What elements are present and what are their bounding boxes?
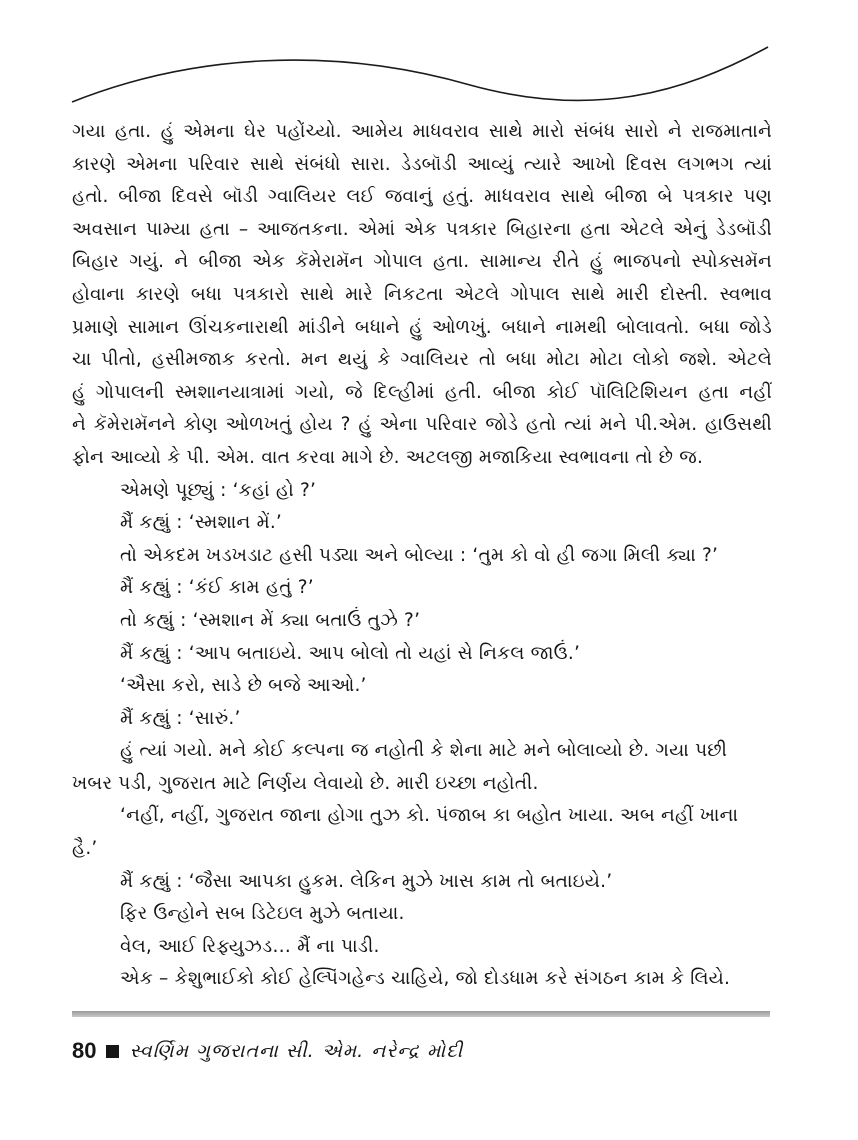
dialogue-line: મૈં કહ્યું : ‘કંઈ કામ હતું ?’ xyxy=(120,577,314,599)
dialogue-line: મૈં કહ્યું : ‘સારું.’ xyxy=(120,707,241,729)
body-line: ફોન આવ્યો કે પી. એમ. વાત કરવા માગે છે. અટલજી મજાકિયા સ્વભાવના તો છે જ. xyxy=(72,446,704,468)
footer-rule xyxy=(72,1011,770,1017)
dialogue-line: એમણે પૂછ્યું : ‘કહાં હો ?’ xyxy=(120,479,317,501)
body-line: એક – કેશુભાઈકો કોઈ હેલ્પિંગહેન્ડ ચાહિયે, જો દોડધામ કરે સંગઠન કામ કે લિયે. xyxy=(120,968,731,990)
body-line: ચા પીતો, હસીમજાક કરતો. મન થયું કે ગ્વાલિયર તો બધા મોટા મોટા લોકો જશે. એટલે xyxy=(72,349,772,371)
body-line: હું ગોપાલની સ્મશાનયાત્રામાં ગયો, જે દિલ્હીમાં હતી. બીજા કોઈ પૉલિટિશિયન હતા નહીં xyxy=(72,381,772,403)
dialogue-line: તો કહ્યું : ‘સ્મશાન મેં ક્યા બતાઉં તુઝે ?’ xyxy=(120,609,421,631)
body-line: બિહાર ગયું. ને બીજા એક કૅમેરામૅન ગોપાલ હતા. સામાન્ય રીતે હું ભાજપનો સ્પોક્સમૅન xyxy=(72,251,772,273)
dialogue-line: તો એકદમ ખડખડાટ હસી પડ્યા અને બોલ્યા : ‘તુમ કો વો હી જગા મિલી ક્યા ?’ xyxy=(120,544,719,566)
dialogue-line: ‘ઐસા કરો, સાડે છે બજે આઓ.’ xyxy=(120,675,367,697)
page-body-text xyxy=(72,116,772,996)
body-line: ગયા હતા. હું એમના ઘેર પહોંચ્યો. આમેય માધવરાવ સાથે મારો સંબંધ સારો ને રાજમાતાને xyxy=(72,121,772,142)
dialogue-line: મૈં કહ્યું : ‘સ્મશાન મેં.’ xyxy=(120,512,282,534)
dialogue-line: હૈ.’ xyxy=(72,838,98,860)
book-title: સ્વર્ણિમ ગુજરાતના સી. એમ. નરેન્દ્ર મોદી xyxy=(129,1040,464,1062)
body-line: વેલ, આઈ રિફ્યુઝડ… મૈં ના પાડી. xyxy=(120,935,380,957)
page-footer xyxy=(72,1034,463,1068)
body-line: ને કૅમેરામૅનને કોણ ઓળખતું હોય ? હું એના પરિવાર જોડે હતો ત્યાં મને પી.એમ. હાઉસથી xyxy=(72,414,772,436)
body-line: હતો. બીજા દિવસે બૉડી ગ્વાલિયર લઈ જવાનું હતું. માધવરાવ સાથે બીજા બે પત્રકાર પણ xyxy=(72,186,772,208)
square-bullet-icon xyxy=(106,1045,119,1058)
decorative-wave-curve xyxy=(0,0,858,120)
body-line: કારણે એમના પરિવાર સાથે સંબંધો સારા. ડેડબૉડી આવ્યું ત્યારે આખો દિવસ લગભગ ત્યાં xyxy=(72,153,772,175)
body-line: ખબર પડી, ગુજરાત માટે નિર્ણય લેવાયો છે. મારી ઇચ્છા નહોતી. xyxy=(72,772,539,794)
body-line: ફિર ઉન્હોને સબ ડિટેઇલ મુઝે બતાયા. xyxy=(120,903,405,925)
dialogue-line: ‘નહીં, નહીં, ગુજરાત જાના હોગા તુઝ કો. પંજાબ કા બહોત ખાયા. અબ નહીં ખાના xyxy=(120,805,739,827)
body-line: હોવાના કારણે બધા પત્રકારો સાથે મારે નિકટતા એટલે ગોપાલ સાથે મારી દોસ્તી. સ્વભાવ xyxy=(72,283,772,305)
body-line: હું ત્યાં ગયો. મને કોઈ કલ્પના જ નહોતી કે શેના માટે મને બોલાવ્યો છે. ગયા પછી xyxy=(120,740,728,762)
dialogue-line: મૈં કહ્યું : ‘જૈસા આપકા હુકમ. લેકિન મુઝે ખાસ કામ તો બતાઇયે.’ xyxy=(120,870,613,892)
body-line: પ્રમાણે સામાન ઊંચકનારાથી માંડીને બધાને હું ઓળખું. બધાને નામથી બોલાવતો. બધા જોડે xyxy=(72,316,772,338)
dialogue-line: મૈં કહ્યું : ‘આપ બતાઇયે. આપ બોલો તો યહાં સે નિકલ જાઉં.’ xyxy=(120,642,581,664)
page-number: 80 xyxy=(72,1038,97,1063)
body-line: અવસાન પામ્યા હતા – આજતકના. એમાં એક પત્રકાર બિહારના હતા એટલે એનું ડેડબૉડી xyxy=(72,218,772,240)
